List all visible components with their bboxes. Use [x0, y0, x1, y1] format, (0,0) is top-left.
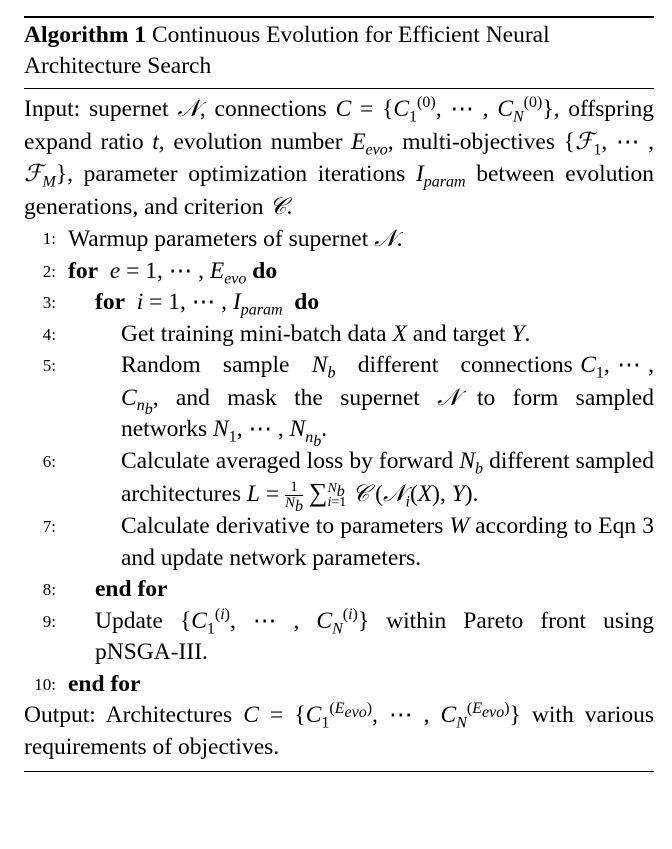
line-number: 6:: [42, 451, 56, 471]
algorithm-line-9: [24, 606, 654, 669]
line-text: for i = 1, ⋯ , $I_{param}$ do: [95, 289, 320, 319]
line-number: 8:: [42, 580, 56, 600]
line-number: 7:: [42, 517, 56, 537]
line-text: for e = 1, ⋯ , $E_{evo}$ do: [68, 257, 278, 288]
line-text: Update {$C_1^{(i)}$, ⋯ , $C_N^{(i)}$} within Pareto front using pNSGA-III.: [95, 605, 655, 666]
algorithm-caption: [24, 18, 654, 88]
algorithm-line-5: [24, 350, 655, 450]
line-number: 3:: [42, 293, 56, 312]
line-text: Random sample $N_b$ different connections $C_1$, ⋯ , $C_{n_b}$, and mask the supernet 𝒩 to form sampled networks $N_1$, ⋯ , $N_{n_b}$.: [121, 352, 655, 450]
line-number: 2:: [42, 261, 56, 281]
line-text: Warmup parameters of supernet 𝒩.: [68, 224, 403, 252]
line-text: end for: [68, 670, 141, 697]
line-text: Calculate averaged loss by forward $N_b$ different sampled architectures L = $\frac{1}{N_b}$ ∑ $N_b$ i=1 𝒞 (𝒩$_i$(X), Y).: [121, 447, 654, 516]
line-number: 10:: [34, 674, 56, 694]
algorithm-line-6: [24, 446, 654, 516]
line-text: Get training mini-batch data X and target Y.: [121, 320, 531, 347]
output-block: [24, 700, 654, 763]
algorithm-line-10: [24, 669, 654, 701]
algorithm-line-4: [24, 319, 654, 351]
bottom-rule: [24, 771, 654, 772]
input-label: Input:: [24, 96, 81, 122]
line-text: Calculate derivative to parameters W according to Eqn 3 and update network parameters.: [121, 513, 654, 571]
algorithm-body: [24, 89, 654, 771]
algorithm-line-7: [24, 511, 654, 574]
algorithm-line-3: [24, 287, 654, 319]
output-label: Output:: [24, 702, 96, 729]
algorithm-label: Algorithm 1: [24, 22, 147, 48]
input-text: supernet 𝒩, connections $C = \{C_1^{(0)}$, ⋯ , $C_N^{(0)}$}, offspring expand ratio t, evolution number $E_{evo}$, multi-objectives {ℱ$_1$, ⋯ , ℱ$_M$}, parameter optimization iterations $I_{param}$ between evolution generations, and criterion 𝒞.: [24, 94, 655, 220]
line-number: 5:: [42, 356, 56, 375]
line-number: 4:: [42, 324, 56, 344]
algorithm-line-2: [24, 256, 654, 288]
line-number: 1:: [42, 229, 56, 248]
algorithm-title: Continuous Evolution for Efficient Neural Architecture Search: [24, 22, 550, 79]
algorithm-box: [24, 16, 654, 772]
algorithm-line-1: [24, 223, 654, 256]
output-text: Architectures $C = \{C_1^{(E_{evo})}$, ⋯ , $C_N^{(E_{evo})}$} with various requirements of objectives.: [24, 700, 654, 760]
input-block: [24, 93, 654, 223]
algorithm-line-8: [24, 574, 654, 606]
line-number: 9:: [42, 611, 56, 631]
line-text: end for: [95, 576, 168, 603]
